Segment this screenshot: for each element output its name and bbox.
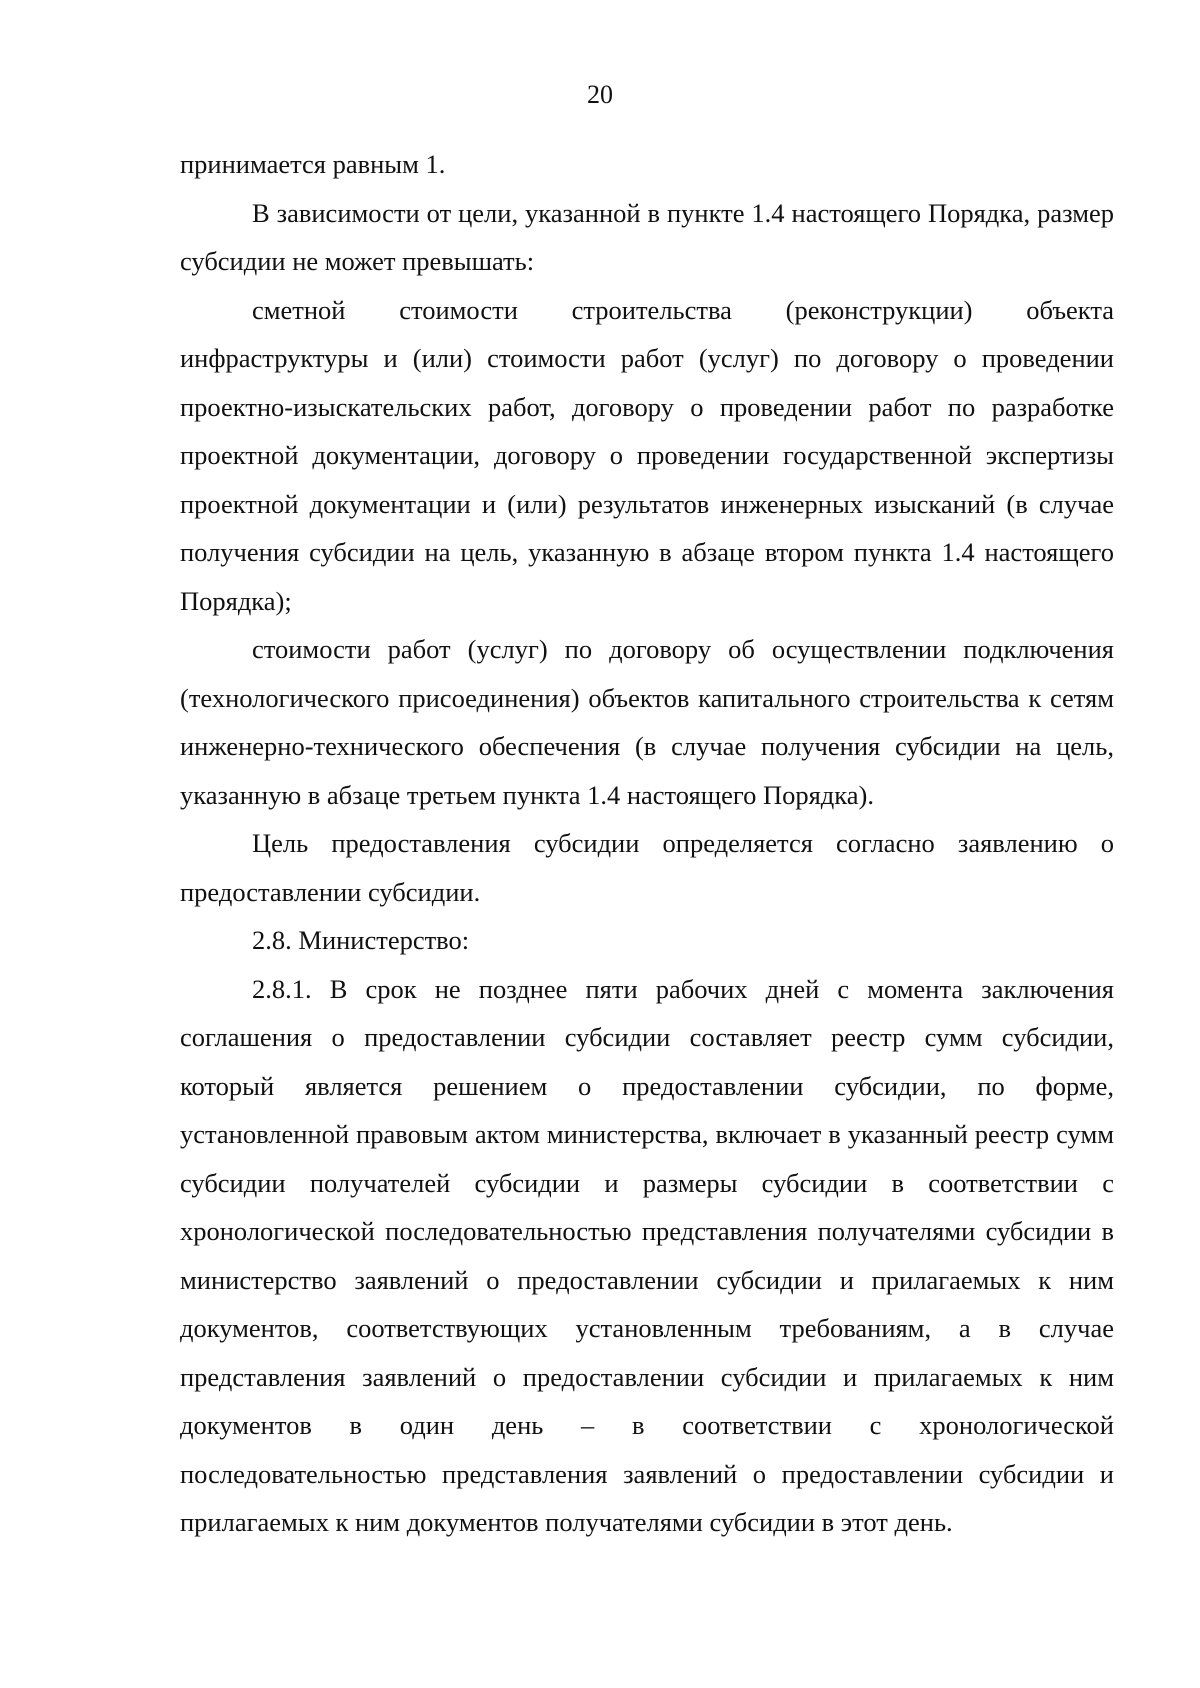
paragraph-subsidy-limit-intro: В зависимости от цели, указанной в пункте 1.4 настоящего Порядка, размер субсидии не может превышать: — [180, 197, 1114, 276]
paragraph-subsidy-purpose: Цель предоставления субсидии определяется согласно заявлению о предоставлении субсидии. — [180, 828, 1114, 907]
paragraph-connection-cost: стоимости работ (услуг) по договору об осуществлении подключения (технологического присоединения) объектов капитального строительства к сетям инженерно-технического обеспечения (в случае получения субсидии на цель, указанную в абзаце третьем пункта 1.4 настоящего Порядка). — [180, 634, 1114, 810]
document-body — [180, 140, 1114, 1547]
paragraph-continuation: принимается равным 1. — [180, 149, 446, 179]
paragraph-section-2-8-1: 2.8.1. В срок не позднее пяти рабочих дней с момента заключения соглашения о предоставлении субсидии составляет реестр сумм субсидии, который является решением о предоставлении субсидии, по форме, установленной правовым актом министерства, включает в указанный реестр сумм субсидии получателей субсидии и размеры субсидии в соответствии с хронологической последовательностью представления получателями субсидии в министерство заявлений о предоставлении субсидии и прилагаемых к ним документов, соответствующих установленным требованиям, а в случае представления заявлений о предоставлении субсидии и прилагаемых к ним документов в один день – в соответствии с хронологической последовательностью представления заявлений о предоставлении субсидии и прилагаемых к ним документов получателями субсидии в этот день. — [180, 973, 1114, 1537]
paragraph-section-2-8: 2.8. Министерство: — [252, 925, 470, 955]
page-number: 20 — [587, 80, 613, 109]
paragraph-construction-cost: сметной стоимости строительства (реконструкции) объекта инфраструктуры и (или) стоимости работ (услуг) по договору о проведении проектно-изыскательских работ, договору о проведении работ по разработке проектной документации, договору о проведении государственной экспертизы проектной документации и (или) результатов инженерных изысканий (в случае получения субсидии на цель, указанную в абзаце втором пункта 1.4 настоящего Порядка); — [180, 294, 1114, 616]
